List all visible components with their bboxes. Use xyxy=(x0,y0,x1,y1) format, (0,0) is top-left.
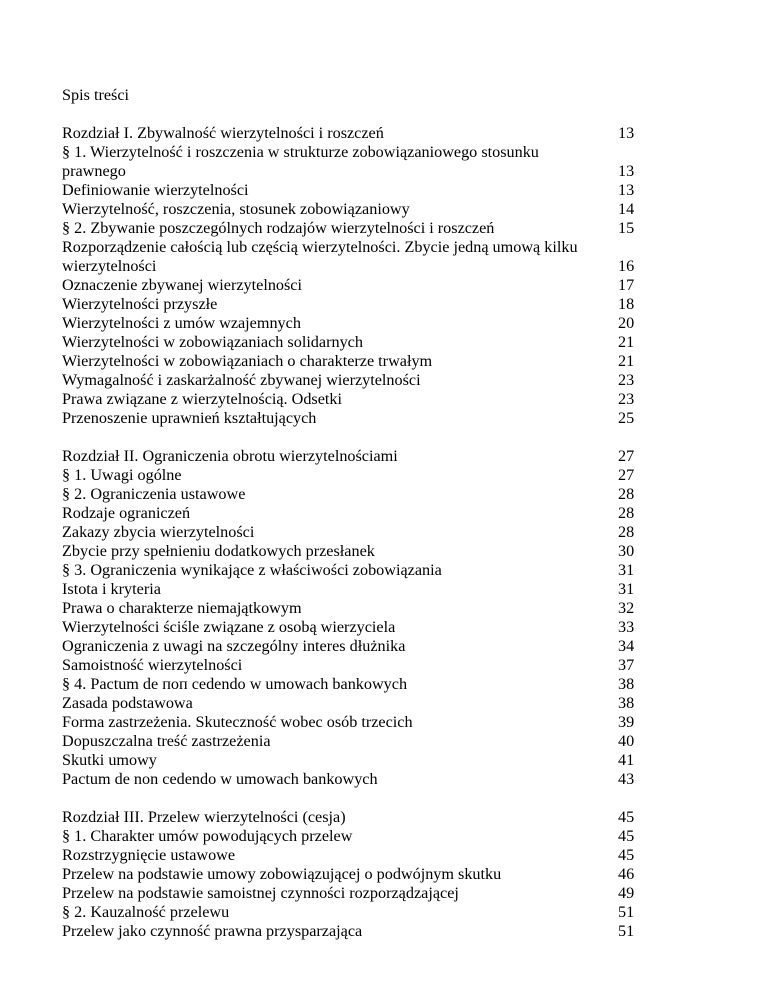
toc-entry-title: Wierzytelności w zobowiązaniach solidarnych xyxy=(62,333,363,351)
toc-entry-page-number: 13 xyxy=(618,181,635,199)
toc-entry-page-number: 37 xyxy=(618,656,635,674)
toc-entry-title: Wierzytelność, roszczenia, stosunek zobowiązaniowy xyxy=(62,200,410,218)
toc-entry-page-number: 28 xyxy=(618,504,635,522)
toc-entry xyxy=(62,238,662,276)
toc-entry-title: Oznaczenie zbywanej wierzytelności xyxy=(62,276,302,294)
toc-entry xyxy=(62,922,662,941)
toc-entry-title: Przelew na podstawie samoistnej czynności rozporządzającej xyxy=(62,884,459,902)
toc-entry xyxy=(62,409,662,428)
toc-entry-page-number: 20 xyxy=(618,314,635,332)
toc-entry xyxy=(62,694,662,713)
toc-entry-page-number: 49 xyxy=(618,884,635,902)
toc-entry-page-number: 45 xyxy=(618,846,635,864)
toc-entry-page-number: 38 xyxy=(618,675,635,693)
toc-entry-title: Wierzytelności ściśle związane z osobą wierzyciela xyxy=(62,618,396,636)
toc-entry-page-number: 21 xyxy=(618,352,635,370)
toc-entry-page-number: 51 xyxy=(618,903,635,921)
toc-entry xyxy=(62,143,662,181)
toc-entry xyxy=(62,504,662,523)
toc-entry-page-number: 15 xyxy=(618,219,635,237)
toc-entry-page-number: 28 xyxy=(618,485,635,503)
toc-entry-title: Dopuszczalna treść zastrzeżenia xyxy=(62,732,271,750)
toc-entry-title: § 1. Charakter umów powodujących przelew xyxy=(62,827,353,845)
toc-entry xyxy=(62,181,662,200)
toc-entry-page-number: 45 xyxy=(618,827,635,845)
toc-entry xyxy=(62,637,662,656)
toc-entry xyxy=(62,542,662,561)
toc-entry-title: Pactum de non cedendo w umowach bankowych xyxy=(62,770,378,788)
toc-entry-page-number: 46 xyxy=(618,865,635,883)
toc-entry xyxy=(62,751,662,770)
toc-entry-title: § 2. Zbywanie poszczególnych rodzajów wierzytelności i roszczeń xyxy=(62,219,495,237)
toc-entry xyxy=(62,770,662,789)
toc-entry xyxy=(62,523,662,542)
toc-entry-title: Przelew na podstawie umowy zobowiązującej o podwójnym skutku xyxy=(62,865,502,883)
toc-entry-title: Ograniczenia z uwagi na szczególny interes dłużnika xyxy=(62,637,406,655)
toc-entry-page-number: 16 xyxy=(618,257,635,275)
toc-entry xyxy=(62,599,662,618)
toc-entry-title: § 4. Pactum de пoп cedendo w umowach bankowych xyxy=(62,675,408,693)
toc-entry xyxy=(62,732,662,751)
toc-entry-title: Forma zastrzeżenia. Skuteczność wobec osób trzecich xyxy=(62,713,413,731)
toc-section xyxy=(62,808,662,941)
toc-entry-title: Istota i kryteria xyxy=(62,580,161,598)
toc-entry-title: Rodzaje ograniczeń xyxy=(62,504,191,522)
toc-entry-page-number: 43 xyxy=(618,770,635,788)
toc-entry-title: Wymagalność i zaskarżalność zbywanej wierzytelności xyxy=(62,371,421,389)
toc-entry-title: Samoistność wierzytelności xyxy=(62,656,243,674)
toc-entry-page-number: 27 xyxy=(618,466,635,484)
toc-title: Spis treści xyxy=(62,86,129,104)
toc-entry xyxy=(62,124,662,143)
toc-entry xyxy=(62,333,662,352)
toc-entry-title: Rozstrzygnięcie ustawowe xyxy=(62,846,236,864)
toc-entry xyxy=(62,656,662,675)
toc-entry xyxy=(62,865,662,884)
toc-entry-page-number: 13 xyxy=(618,162,635,180)
toc-entry xyxy=(62,200,662,219)
toc-entry-page-number: 41 xyxy=(618,751,635,769)
toc-entry-title: Wierzytelności z umów wzajemnych xyxy=(62,314,301,332)
toc-entry-title: § 3. Ograniczenia wynikające z właściwości zobowiązania xyxy=(62,561,442,579)
toc-entry-title: Zasada podstawowa xyxy=(62,694,193,712)
toc-entry xyxy=(62,827,662,846)
toc-entry-page-number: 40 xyxy=(618,732,635,750)
toc-sections xyxy=(62,124,662,941)
toc-entry-title: Definiowanie wierzytelności xyxy=(62,181,249,199)
toc-entry-title: Prawa o charakterze niemajątkowym xyxy=(62,599,302,617)
toc-entry-title: Rozporządzenie całością lub częścią wierzytelności. Zbycie jedną umową kilku wierzytelności xyxy=(62,238,578,275)
toc-entry xyxy=(62,903,662,922)
toc-entry-page-number: 28 xyxy=(618,523,635,541)
toc-entry-page-number: 31 xyxy=(618,580,635,598)
toc-entry-title: Rozdział II. Ograniczenia obrotu wierzytelnościami xyxy=(62,447,398,465)
toc-entry xyxy=(62,352,662,371)
toc-entry-page-number: 17 xyxy=(618,276,635,294)
toc-entry-page-number: 13 xyxy=(618,124,635,142)
toc-entry-page-number: 34 xyxy=(618,637,635,655)
toc-entry-page-number: 21 xyxy=(618,333,635,351)
toc-entry-title: Zakazy zbycia wierzytelności xyxy=(62,523,255,541)
toc-entry xyxy=(62,314,662,333)
toc-page xyxy=(62,86,662,960)
toc-entry-title: Rozdział I. Zbywalność wierzytelności i roszczeń xyxy=(62,124,384,142)
toc-entry xyxy=(62,485,662,504)
toc-entry-page-number: 38 xyxy=(618,694,635,712)
toc-section xyxy=(62,447,662,789)
toc-entry xyxy=(62,675,662,694)
toc-entry-title: Wierzytelności przyszłe xyxy=(62,295,218,313)
toc-entry xyxy=(62,219,662,238)
toc-entry xyxy=(62,884,662,903)
toc-entry-title: § 2. Ograniczenia ustawowe xyxy=(62,485,246,503)
toc-entry-page-number: 14 xyxy=(618,200,635,218)
toc-entry-page-number: 23 xyxy=(618,371,635,389)
toc-entry xyxy=(62,295,662,314)
toc-entry-page-number: 30 xyxy=(618,542,635,560)
toc-entry xyxy=(62,466,662,485)
toc-entry-title: Skutki umowy xyxy=(62,751,157,769)
toc-entry-page-number: 32 xyxy=(618,599,635,617)
toc-entry-title: § 1. Wierzytelność i roszczenia w strukturze zobowiązaniowego stosunku prawnego xyxy=(62,143,539,180)
toc-entry-title: § 2. Kauzalność przelewu xyxy=(62,903,230,921)
toc-entry-title: Zbycie przy spełnieniu dodatkowych przesłanek xyxy=(62,542,375,560)
toc-entry-page-number: 18 xyxy=(618,295,635,313)
toc-entry-title: § 1. Uwagi ogólne xyxy=(62,466,182,484)
toc-entry xyxy=(62,618,662,637)
toc-entry-page-number: 25 xyxy=(618,409,635,427)
toc-entry xyxy=(62,713,662,732)
toc-entry-title: Prawa związane z wierzytelnością. Odsetki xyxy=(62,390,343,408)
toc-entry-page-number: 31 xyxy=(618,561,635,579)
toc-entry-page-number: 33 xyxy=(618,618,635,636)
toc-entry xyxy=(62,276,662,295)
toc-entry-title: Przelew jako czynność prawna przysparzająca xyxy=(62,922,363,940)
toc-entry-page-number: 27 xyxy=(618,447,635,465)
toc-entry xyxy=(62,561,662,580)
toc-entry xyxy=(62,580,662,599)
toc-entry-title: Wierzytelności w zobowiązaniach o charakterze trwałym xyxy=(62,352,433,370)
toc-entry-page-number: 51 xyxy=(618,922,635,940)
toc-entry xyxy=(62,371,662,390)
toc-entry-title: Przenoszenie uprawnień kształtujących xyxy=(62,409,317,427)
toc-entry-page-number: 23 xyxy=(618,390,635,408)
toc-entry xyxy=(62,808,662,827)
toc-entry xyxy=(62,390,662,409)
toc-entry-page-number: 45 xyxy=(618,808,635,826)
toc-entry xyxy=(62,846,662,865)
toc-section xyxy=(62,124,662,428)
toc-entry-page-number: 39 xyxy=(618,713,635,731)
toc-entry-title: Rozdział III. Przelew wierzytelności (cesja) xyxy=(62,808,346,826)
toc-entry xyxy=(62,447,662,466)
